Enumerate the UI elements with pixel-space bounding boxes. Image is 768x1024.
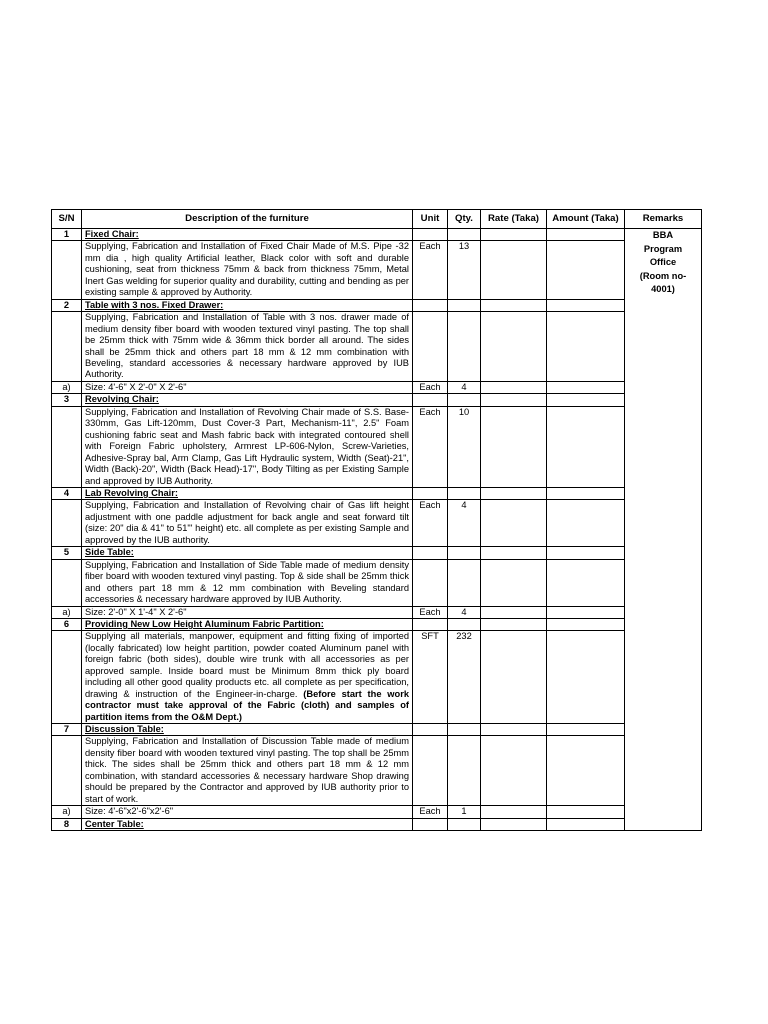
item-qty: 13 (448, 241, 481, 299)
header-rate: Rate (Taka) (481, 210, 547, 229)
item-unit: Each (413, 406, 448, 487)
item-sn: 3 (52, 394, 82, 406)
item-qty: 232 (448, 631, 481, 724)
remarks-line: BBA (652, 230, 674, 240)
item-description: Supplying, Fabrication and Installation of Discussion Table made of medium density fiber board with wooden textured vinyl pasting. The top shall be 25mm thick. The sides shall be 25mm thick and others part 18 mm & 12 mm combination, with standard accessories & necessary hardware Shop drawing should be prepared by the Contractor and approved by IUB authority prior to start of work. (82, 736, 413, 806)
sub-item-sn: a) (52, 606, 82, 618)
item-unit: Each (413, 606, 448, 618)
header-qty: Qty. (448, 210, 481, 229)
item-sn: 2 (52, 299, 82, 311)
item-description: Supplying, Fabrication and Installation of Side Table made of medium density fiber board with wooden textured vinyl pasting. Top & side shall be 25mm thick and others part 18 mm & 12 mm combination with Beveling standard accessories & necessary hardware approved by IUB Authority. (82, 559, 413, 606)
item-title-row (52, 818, 702, 830)
item-size-row (52, 806, 702, 818)
item-qty: 10 (448, 406, 481, 487)
item-title: Providing New Low Height Aluminum Fabric Partition: (82, 618, 413, 630)
item-title: Side Table: (82, 547, 413, 559)
item-size-row (52, 381, 702, 393)
item-desc-row (52, 736, 702, 806)
item-unit: Each (413, 500, 448, 547)
remarks-line: (Room no- (639, 270, 687, 281)
sub-item-sn: a) (52, 806, 82, 818)
item-title-row (52, 394, 702, 406)
item-sn: 7 (52, 724, 82, 736)
item-sn: 8 (52, 818, 82, 830)
item-title-row (52, 229, 702, 241)
item-title: Center Table: (82, 818, 413, 830)
item-description-text: Supplying all materials, manpower, equipment and fitting fixing of imported (locally fabricated) low height partition, powder coated Aluminum panel with foreign fabric (both sides), double wire trunk with all accessories as per approved sample. Inside board must be Minimum 8mm thick ply board including all other good quality products etc. all complete as per specification, drawing & instruction of the Engineer-in-charge. (85, 631, 409, 699)
item-desc-row (52, 312, 702, 382)
item-desc-row (52, 406, 702, 487)
item-title: Fixed Chair: (82, 229, 413, 241)
item-unit: Each (413, 381, 448, 393)
item-sn: 4 (52, 487, 82, 499)
remarks-line: Office (649, 257, 677, 267)
header-sn: S/N (52, 210, 82, 229)
item-desc-row (52, 241, 702, 299)
header-remarks: Remarks (625, 210, 702, 229)
sub-item-size: Size: 2'-0" X 1'-4" X 2'-6" (82, 606, 413, 618)
item-desc-row (52, 631, 702, 724)
item-desc-row (52, 500, 702, 547)
item-sn: 6 (52, 618, 82, 630)
header-amount: Amount (Taka) (547, 210, 625, 229)
item-title-row (52, 299, 702, 311)
item-unit: Each (413, 241, 448, 299)
item-title-row (52, 487, 702, 499)
item-title-row (52, 724, 702, 736)
table-header-row (52, 210, 702, 229)
item-title: Discussion Table: (82, 724, 413, 736)
sub-item-size: Size: 4'-6"x2'-6"x2'-6" (82, 806, 413, 818)
item-desc-row (52, 559, 702, 606)
item-title-row (52, 618, 702, 630)
item-description: Supplying, Fabrication and Installation of Revolving Chair made of S.S. Base-330mm, Gas Lift-120mm, Dust Cover-3 Part, Mechanism-11", 2.5" Foam cushioning fabric seat and Mash fabric back with integrated contoured shell with Foreign Fabric upholstery, Armrest LP-606-Nylon, Screw-Varieties, Adhesive-Spray bal, Arm Clamp, Gas Lift Hydraulic system, Width (Seat)-21", Width (Back)-20", Width (Back Head)-17", Body Tilting as per Existing Sample and approved by IUB Authority. (82, 406, 413, 487)
item-size-row (52, 606, 702, 618)
item-title: Table with 3 nos. Fixed Drawer: (82, 299, 413, 311)
item-description: Supplying, Fabrication and Installation of Revolving chair of Gas lift height adjustment with one paddle adjustment for back angle and seat forward tilt (size: 20" dia & 41" to 51"' height) etc. all complete as per existing Sample and approved by the IUB authority. (82, 500, 413, 547)
item-qty: 1 (448, 806, 481, 818)
item-description-note: (Before start the work contractor must take approval of the Fabric (cloth) and samples of partition items from the O&M Dept.) (85, 688, 409, 722)
item-qty: 4 (448, 500, 481, 547)
sub-item-size: Size: 4'-6" X 2'-0" X 2'-6" (82, 381, 413, 393)
remarks-line: Program (643, 243, 683, 254)
remarks-line: 4001) (651, 284, 675, 294)
item-sn: 5 (52, 547, 82, 559)
item-qty: 4 (448, 606, 481, 618)
item-description: Supplying, Fabrication and Installation of Fixed Chair Made of M.S. Pipe -32 mm dia , high quality Artificial leather, Black color with soft and durable cushioning, seat from thickness 75mm & back from thickness 75mm, Metal Inert Gas welding for superior quality and durability, cutting and bending as per existing sample & approved by Authority. (82, 241, 413, 299)
item-title: Revolving Chair: (82, 394, 413, 406)
header-unit: Unit (413, 210, 448, 229)
item-unit: SFT (413, 631, 448, 724)
sub-item-sn: a) (52, 381, 82, 393)
item-description (82, 631, 413, 724)
item-description: Supplying, Fabrication and Installation of Table with 3 nos. drawer made of medium density fiber board with wooden textured vinyl pasting. The top shall be 25mm thick with 75mm wide & 36mm thick border all around. The sides shall be 25mm thick and others part 18 mm & 12 mm combination with Beveling, standard accessories & necessary hardware approved by IUB Authority. (82, 312, 413, 382)
furniture-table (51, 209, 702, 831)
item-unit: Each (413, 806, 448, 818)
item-sn: 1 (52, 229, 82, 241)
header-description: Description of the furniture (82, 210, 413, 229)
item-qty: 4 (448, 381, 481, 393)
remarks-cell (625, 229, 702, 831)
item-title-row (52, 547, 702, 559)
item-title: Lab Revolving Chair: (82, 487, 413, 499)
